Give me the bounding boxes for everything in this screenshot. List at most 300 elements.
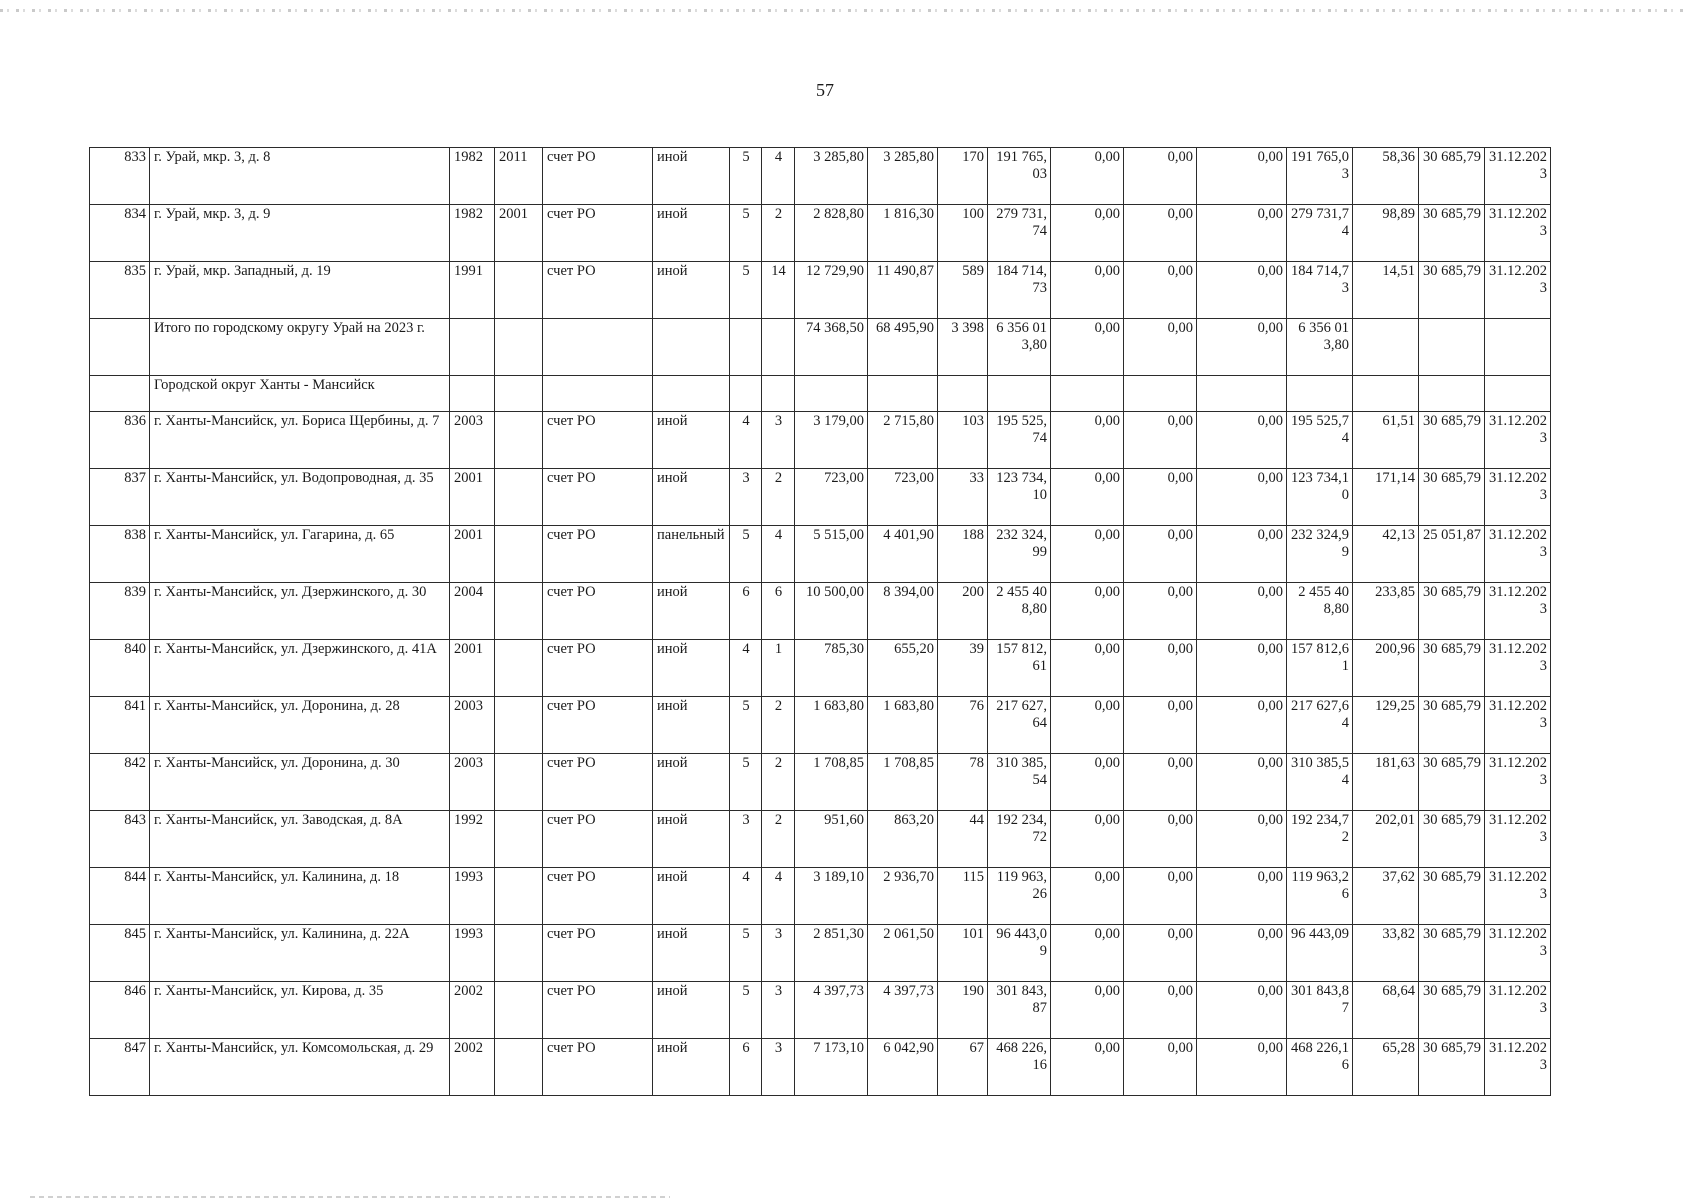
cell-fund-method: счет РО [543, 640, 653, 697]
cell-total-cost: 217 627,64 [988, 697, 1051, 754]
cell-total-blank [1485, 319, 1551, 376]
cell-address: г. Урай, мкр. 3, д. 9 [150, 205, 450, 262]
table-row [90, 868, 1551, 925]
cell-total-residents: 3 398 [938, 319, 988, 376]
cell-max-cost: 30 685,79 [1419, 469, 1485, 526]
cell-build-year: 2001 [450, 526, 495, 583]
cell-cost-regional: 0,00 [1124, 925, 1197, 982]
cell-cost-regional: 0,00 [1124, 640, 1197, 697]
cell-floors: 4 [730, 640, 762, 697]
cell-residents: 39 [938, 640, 988, 697]
table-row [90, 754, 1551, 811]
cell-cost-regional: 0,00 [1124, 811, 1197, 868]
cell-row-number: 835 [90, 262, 150, 319]
cell-cost-owners: 192 234,72 [1287, 811, 1353, 868]
cell-total-area: 3 285,80 [795, 148, 868, 205]
cell-entrances: 14 [762, 262, 795, 319]
table-row [90, 583, 1551, 640]
table-row [90, 148, 1551, 205]
cell-residents: 200 [938, 583, 988, 640]
cell-total-blank [1419, 319, 1485, 376]
table-row [90, 925, 1551, 982]
cell-build-year: 1993 [450, 925, 495, 982]
cell-wall-material: иной [653, 1039, 730, 1096]
cell-total-cost: 301 843,87 [988, 982, 1051, 1039]
table-row [90, 811, 1551, 868]
cell-living-area: 655,20 [868, 640, 938, 697]
cell-specific-cost: 37,62 [1353, 868, 1419, 925]
cell-living-area: 6 042,90 [868, 1039, 938, 1096]
cell-completion-date: 31.12.2023 [1485, 640, 1551, 697]
cell-cost-federal: 0,00 [1051, 982, 1124, 1039]
cell-specific-cost: 181,63 [1353, 754, 1419, 811]
cell-residents: 33 [938, 469, 988, 526]
cell-cost-owners: 191 765,03 [1287, 148, 1353, 205]
cell-address: г. Ханты-Мансийск, ул. Доронина, д. 30 [150, 754, 450, 811]
cell-wall-material: иной [653, 925, 730, 982]
housing-repair-table [89, 147, 1551, 1096]
section-blank-cell [1419, 376, 1485, 412]
cell-total-label: Итого по городскому округу Урай на 2023 г. [150, 319, 450, 376]
table-row [90, 205, 1551, 262]
cell-cost-local: 0,00 [1197, 640, 1287, 697]
cell-cost-local: 0,00 [1197, 811, 1287, 868]
total-row [90, 319, 1551, 376]
cell-total-cost: 2 455 408,80 [988, 583, 1051, 640]
cell-completion-date: 31.12.2023 [1485, 205, 1551, 262]
cell-living-area: 1 683,80 [868, 697, 938, 754]
cell-wall-material: иной [653, 697, 730, 754]
cell-floors: 4 [730, 412, 762, 469]
cell-total-cost: 6 356 013,80 [988, 319, 1051, 376]
section-blank-cell [1051, 376, 1124, 412]
cell-living-area: 4 397,73 [868, 982, 938, 1039]
cell-total-area: 74 368,50 [795, 319, 868, 376]
cell-total-cost-owners: 6 356 013,80 [1287, 319, 1353, 376]
cell-address: г. Ханты-Мансийск, ул. Калинина, д. 22А [150, 925, 450, 982]
cell-cost-regional: 0,00 [1124, 1039, 1197, 1096]
cell-total-area: 723,00 [795, 469, 868, 526]
cell-wall-material: иной [653, 262, 730, 319]
cell-wall-material: иной [653, 412, 730, 469]
cell-total-cost-regional: 0,00 [1124, 319, 1197, 376]
cell-overhaul-year [495, 526, 543, 583]
cell-specific-cost: 61,51 [1353, 412, 1419, 469]
cell-cost-federal: 0,00 [1051, 811, 1124, 868]
section-blank-cell [495, 376, 543, 412]
cell-overhaul-year [495, 868, 543, 925]
cell-max-cost: 30 685,79 [1419, 754, 1485, 811]
cell-max-cost: 30 685,79 [1419, 205, 1485, 262]
cell-total-area: 12 729,90 [795, 262, 868, 319]
cell-total-blank [450, 319, 495, 376]
cell-cost-owners: 301 843,87 [1287, 982, 1353, 1039]
cell-cost-regional: 0,00 [1124, 205, 1197, 262]
cell-cost-federal: 0,00 [1051, 868, 1124, 925]
cell-total-cost-local: 0,00 [1197, 319, 1287, 376]
cell-entrances: 2 [762, 811, 795, 868]
cell-living-area: 1 708,85 [868, 754, 938, 811]
cell-build-year: 2004 [450, 583, 495, 640]
cell-entrances: 4 [762, 148, 795, 205]
cell-total-area: 2 851,30 [795, 925, 868, 982]
cell-overhaul-year: 2011 [495, 148, 543, 205]
cell-cost-owners: 195 525,74 [1287, 412, 1353, 469]
cell-cost-federal: 0,00 [1051, 583, 1124, 640]
section-blank-cell [868, 376, 938, 412]
cell-max-cost: 30 685,79 [1419, 148, 1485, 205]
cell-cost-local: 0,00 [1197, 925, 1287, 982]
cell-completion-date: 31.12.2023 [1485, 583, 1551, 640]
section-blank-cell [988, 376, 1051, 412]
cell-fund-method: счет РО [543, 262, 653, 319]
cell-fund-method: счет РО [543, 583, 653, 640]
cell-completion-date: 31.12.2023 [1485, 811, 1551, 868]
cell-entrances: 3 [762, 982, 795, 1039]
cell-entrances: 6 [762, 583, 795, 640]
cell-overhaul-year [495, 811, 543, 868]
cell-address: г. Ханты-Мансийск, ул. Калинина, д. 18 [150, 868, 450, 925]
cell-cost-owners: 119 963,26 [1287, 868, 1353, 925]
cell-fund-method: счет РО [543, 697, 653, 754]
cell-specific-cost: 65,28 [1353, 1039, 1419, 1096]
cell-address: г. Ханты-Мансийск, ул. Заводская, д. 8А [150, 811, 450, 868]
cell-cost-regional: 0,00 [1124, 412, 1197, 469]
cell-wall-material: иной [653, 583, 730, 640]
cell-wall-material: иной [653, 868, 730, 925]
cell-cost-federal: 0,00 [1051, 1039, 1124, 1096]
section-blank-cell [1287, 376, 1353, 412]
cell-total-cost: 119 963,26 [988, 868, 1051, 925]
cell-cost-owners: 123 734,10 [1287, 469, 1353, 526]
cell-fund-method: счет РО [543, 148, 653, 205]
cell-living-area: 723,00 [868, 469, 938, 526]
cell-floors: 5 [730, 526, 762, 583]
cell-total-area: 1 683,80 [795, 697, 868, 754]
cell-address: г. Ханты-Мансийск, ул. Водопроводная, д. 35 [150, 469, 450, 526]
cell-address: г. Ханты-Мансийск, ул. Гагарина, д. 65 [150, 526, 450, 583]
cell-address: г. Урай, мкр. 3, д. 8 [150, 148, 450, 205]
cell-total-blank [543, 319, 653, 376]
cell-cost-regional: 0,00 [1124, 526, 1197, 583]
cell-entrances: 1 [762, 640, 795, 697]
cell-cost-local: 0,00 [1197, 697, 1287, 754]
cell-row-number: 839 [90, 583, 150, 640]
cell-row-number: 846 [90, 982, 150, 1039]
cell-fund-method: счет РО [543, 925, 653, 982]
cell-residents: 101 [938, 925, 988, 982]
cell-residents: 170 [938, 148, 988, 205]
cell-total-area: 5 515,00 [795, 526, 868, 583]
cell-specific-cost: 200,96 [1353, 640, 1419, 697]
cell-address: г. Ханты-Мансийск, ул. Комсомольская, д. 29 [150, 1039, 450, 1096]
table-row [90, 526, 1551, 583]
cell-total-area: 951,60 [795, 811, 868, 868]
cell-fund-method: счет РО [543, 526, 653, 583]
cell-cost-owners: 310 385,54 [1287, 754, 1353, 811]
section-blank-cell [90, 376, 150, 412]
cell-row-number: 847 [90, 1039, 150, 1096]
section-title: Городской округ Ханты - Мансийск [150, 376, 450, 412]
cell-cost-owners: 217 627,64 [1287, 697, 1353, 754]
cell-cost-regional: 0,00 [1124, 262, 1197, 319]
cell-cost-federal: 0,00 [1051, 148, 1124, 205]
cell-row-number: 843 [90, 811, 150, 868]
cell-cost-local: 0,00 [1197, 754, 1287, 811]
cell-max-cost: 30 685,79 [1419, 640, 1485, 697]
cell-build-year: 2001 [450, 640, 495, 697]
cell-overhaul-year [495, 583, 543, 640]
cell-fund-method: счет РО [543, 469, 653, 526]
cell-row-number: 841 [90, 697, 150, 754]
section-blank-cell [653, 376, 730, 412]
cell-total-area: 7 173,10 [795, 1039, 868, 1096]
cell-cost-owners: 157 812,61 [1287, 640, 1353, 697]
section-blank-cell [1197, 376, 1287, 412]
cell-specific-cost: 98,89 [1353, 205, 1419, 262]
cell-cost-federal: 0,00 [1051, 754, 1124, 811]
cell-wall-material: иной [653, 205, 730, 262]
cell-total-blank [495, 319, 543, 376]
scan-noise-bottom [30, 1196, 670, 1198]
cell-wall-material: иной [653, 811, 730, 868]
cell-completion-date: 31.12.2023 [1485, 469, 1551, 526]
cell-floors: 5 [730, 982, 762, 1039]
cell-cost-regional: 0,00 [1124, 469, 1197, 526]
section-blank-cell [1124, 376, 1197, 412]
cell-total-area: 3 179,00 [795, 412, 868, 469]
cell-specific-cost: 202,01 [1353, 811, 1419, 868]
cell-total-cost: 184 714,73 [988, 262, 1051, 319]
cell-specific-cost: 14,51 [1353, 262, 1419, 319]
section-blank-cell [795, 376, 868, 412]
cell-total-cost-federal: 0,00 [1051, 319, 1124, 376]
cell-total-blank [90, 319, 150, 376]
cell-total-area: 10 500,00 [795, 583, 868, 640]
cell-living-area: 8 394,00 [868, 583, 938, 640]
cell-cost-local: 0,00 [1197, 868, 1287, 925]
cell-specific-cost: 58,36 [1353, 148, 1419, 205]
cell-overhaul-year [495, 262, 543, 319]
cell-floors: 5 [730, 754, 762, 811]
cell-build-year: 1992 [450, 811, 495, 868]
cell-max-cost: 30 685,79 [1419, 412, 1485, 469]
section-blank-cell [1353, 376, 1419, 412]
cell-floors: 5 [730, 262, 762, 319]
cell-total-living-area: 68 495,90 [868, 319, 938, 376]
cell-completion-date: 31.12.2023 [1485, 925, 1551, 982]
cell-max-cost: 30 685,79 [1419, 583, 1485, 640]
cell-cost-regional: 0,00 [1124, 583, 1197, 640]
cell-row-number: 845 [90, 925, 150, 982]
cell-entrances: 4 [762, 868, 795, 925]
cell-max-cost: 30 685,79 [1419, 868, 1485, 925]
cell-cost-local: 0,00 [1197, 205, 1287, 262]
cell-wall-material: иной [653, 469, 730, 526]
cell-cost-federal: 0,00 [1051, 925, 1124, 982]
cell-completion-date: 31.12.2023 [1485, 982, 1551, 1039]
cell-max-cost: 25 051,87 [1419, 526, 1485, 583]
cell-row-number: 840 [90, 640, 150, 697]
cell-living-area: 4 401,90 [868, 526, 938, 583]
scan-noise-top [0, 9, 1686, 12]
cell-row-number: 842 [90, 754, 150, 811]
cell-address: г. Ханты-Мансийск, ул. Бориса Щербины, д. 7 [150, 412, 450, 469]
cell-living-area: 863,20 [868, 811, 938, 868]
cell-wall-material: иной [653, 148, 730, 205]
cell-total-blank [762, 319, 795, 376]
cell-entrances: 2 [762, 205, 795, 262]
cell-residents: 78 [938, 754, 988, 811]
cell-build-year: 2003 [450, 412, 495, 469]
cell-cost-owners: 279 731,74 [1287, 205, 1353, 262]
cell-completion-date: 31.12.2023 [1485, 262, 1551, 319]
cell-max-cost: 30 685,79 [1419, 925, 1485, 982]
cell-overhaul-year [495, 925, 543, 982]
cell-cost-local: 0,00 [1197, 148, 1287, 205]
cell-wall-material: иной [653, 754, 730, 811]
cell-cost-federal: 0,00 [1051, 526, 1124, 583]
cell-build-year: 2001 [450, 469, 495, 526]
cell-completion-date: 31.12.2023 [1485, 412, 1551, 469]
cell-address: г. Ханты-Мансийск, ул. Кирова, д. 35 [150, 982, 450, 1039]
cell-cost-regional: 0,00 [1124, 982, 1197, 1039]
cell-total-blank [1353, 319, 1419, 376]
cell-floors: 5 [730, 925, 762, 982]
cell-total-cost: 195 525,74 [988, 412, 1051, 469]
cell-living-area: 3 285,80 [868, 148, 938, 205]
cell-living-area: 1 816,30 [868, 205, 938, 262]
cell-total-blank [730, 319, 762, 376]
section-header-row [90, 376, 1551, 412]
cell-address: г. Ханты-Мансийск, ул. Доронина, д. 28 [150, 697, 450, 754]
cell-specific-cost: 233,85 [1353, 583, 1419, 640]
cell-address: г. Ханты-Мансийск, ул. Дзержинского, д. 41А [150, 640, 450, 697]
cell-wall-material: панельный [653, 526, 730, 583]
cell-overhaul-year [495, 469, 543, 526]
cell-entrances: 3 [762, 1039, 795, 1096]
cell-row-number: 834 [90, 205, 150, 262]
cell-row-number: 837 [90, 469, 150, 526]
cell-residents: 76 [938, 697, 988, 754]
cell-cost-local: 0,00 [1197, 526, 1287, 583]
cell-total-cost: 279 731,74 [988, 205, 1051, 262]
cell-entrances: 3 [762, 925, 795, 982]
cell-wall-material: иной [653, 640, 730, 697]
cell-total-cost: 157 812,61 [988, 640, 1051, 697]
cell-completion-date: 31.12.2023 [1485, 868, 1551, 925]
table-row [90, 469, 1551, 526]
cell-completion-date: 31.12.2023 [1485, 697, 1551, 754]
cell-cost-local: 0,00 [1197, 469, 1287, 526]
cell-fund-method: счет РО [543, 1039, 653, 1096]
cell-cost-federal: 0,00 [1051, 205, 1124, 262]
table-row [90, 640, 1551, 697]
cell-total-blank [653, 319, 730, 376]
cell-living-area: 2 936,70 [868, 868, 938, 925]
cell-completion-date: 31.12.2023 [1485, 754, 1551, 811]
cell-total-cost: 468 226,16 [988, 1039, 1051, 1096]
cell-floors: 4 [730, 868, 762, 925]
section-blank-cell [762, 376, 795, 412]
cell-floors: 3 [730, 469, 762, 526]
cell-cost-owners: 468 226,16 [1287, 1039, 1353, 1096]
cell-total-area: 2 828,80 [795, 205, 868, 262]
cell-address: г. Ханты-Мансийск, ул. Дзержинского, д. 30 [150, 583, 450, 640]
cell-total-cost: 96 443,09 [988, 925, 1051, 982]
cell-total-cost: 123 734,10 [988, 469, 1051, 526]
table-row [90, 1039, 1551, 1096]
cell-specific-cost: 42,13 [1353, 526, 1419, 583]
cell-floors: 5 [730, 697, 762, 754]
cell-residents: 100 [938, 205, 988, 262]
cell-entrances: 2 [762, 697, 795, 754]
cell-fund-method: счет РО [543, 205, 653, 262]
cell-cost-federal: 0,00 [1051, 469, 1124, 526]
cell-total-area: 4 397,73 [795, 982, 868, 1039]
cell-overhaul-year: 2001 [495, 205, 543, 262]
cell-specific-cost: 129,25 [1353, 697, 1419, 754]
cell-max-cost: 30 685,79 [1419, 262, 1485, 319]
cell-row-number: 838 [90, 526, 150, 583]
cell-cost-regional: 0,00 [1124, 754, 1197, 811]
cell-max-cost: 30 685,79 [1419, 811, 1485, 868]
cell-cost-regional: 0,00 [1124, 148, 1197, 205]
cell-build-year: 2003 [450, 697, 495, 754]
cell-residents: 115 [938, 868, 988, 925]
cell-fund-method: счет РО [543, 982, 653, 1039]
cell-total-area: 3 189,10 [795, 868, 868, 925]
cell-living-area: 2 061,50 [868, 925, 938, 982]
cell-cost-local: 0,00 [1197, 583, 1287, 640]
cell-total-area: 785,30 [795, 640, 868, 697]
page-number: 57 [816, 80, 834, 100]
cell-cost-regional: 0,00 [1124, 697, 1197, 754]
cell-entrances: 2 [762, 754, 795, 811]
cell-cost-owners: 2 455 408,80 [1287, 583, 1353, 640]
cell-cost-local: 0,00 [1197, 982, 1287, 1039]
cell-cost-federal: 0,00 [1051, 697, 1124, 754]
cell-entrances: 2 [762, 469, 795, 526]
cell-completion-date: 31.12.2023 [1485, 1039, 1551, 1096]
cell-build-year: 2003 [450, 754, 495, 811]
cell-total-cost: 192 234,72 [988, 811, 1051, 868]
cell-max-cost: 30 685,79 [1419, 1039, 1485, 1096]
cell-cost-owners: 184 714,73 [1287, 262, 1353, 319]
cell-completion-date: 31.12.2023 [1485, 148, 1551, 205]
cell-fund-method: счет РО [543, 412, 653, 469]
cell-floors: 3 [730, 811, 762, 868]
cell-cost-local: 0,00 [1197, 262, 1287, 319]
cell-address: г. Урай, мкр. Западный, д. 19 [150, 262, 450, 319]
cell-overhaul-year [495, 754, 543, 811]
section-blank-cell [730, 376, 762, 412]
cell-row-number: 833 [90, 148, 150, 205]
table-row [90, 412, 1551, 469]
cell-build-year: 1982 [450, 148, 495, 205]
cell-wall-material: иной [653, 982, 730, 1039]
cell-cost-regional: 0,00 [1124, 868, 1197, 925]
cell-cost-owners: 232 324,99 [1287, 526, 1353, 583]
cell-floors: 6 [730, 583, 762, 640]
cell-residents: 103 [938, 412, 988, 469]
cell-max-cost: 30 685,79 [1419, 697, 1485, 754]
section-blank-cell [450, 376, 495, 412]
cell-specific-cost: 68,64 [1353, 982, 1419, 1039]
cell-residents: 589 [938, 262, 988, 319]
cell-cost-federal: 0,00 [1051, 640, 1124, 697]
cell-total-cost: 191 765,03 [988, 148, 1051, 205]
